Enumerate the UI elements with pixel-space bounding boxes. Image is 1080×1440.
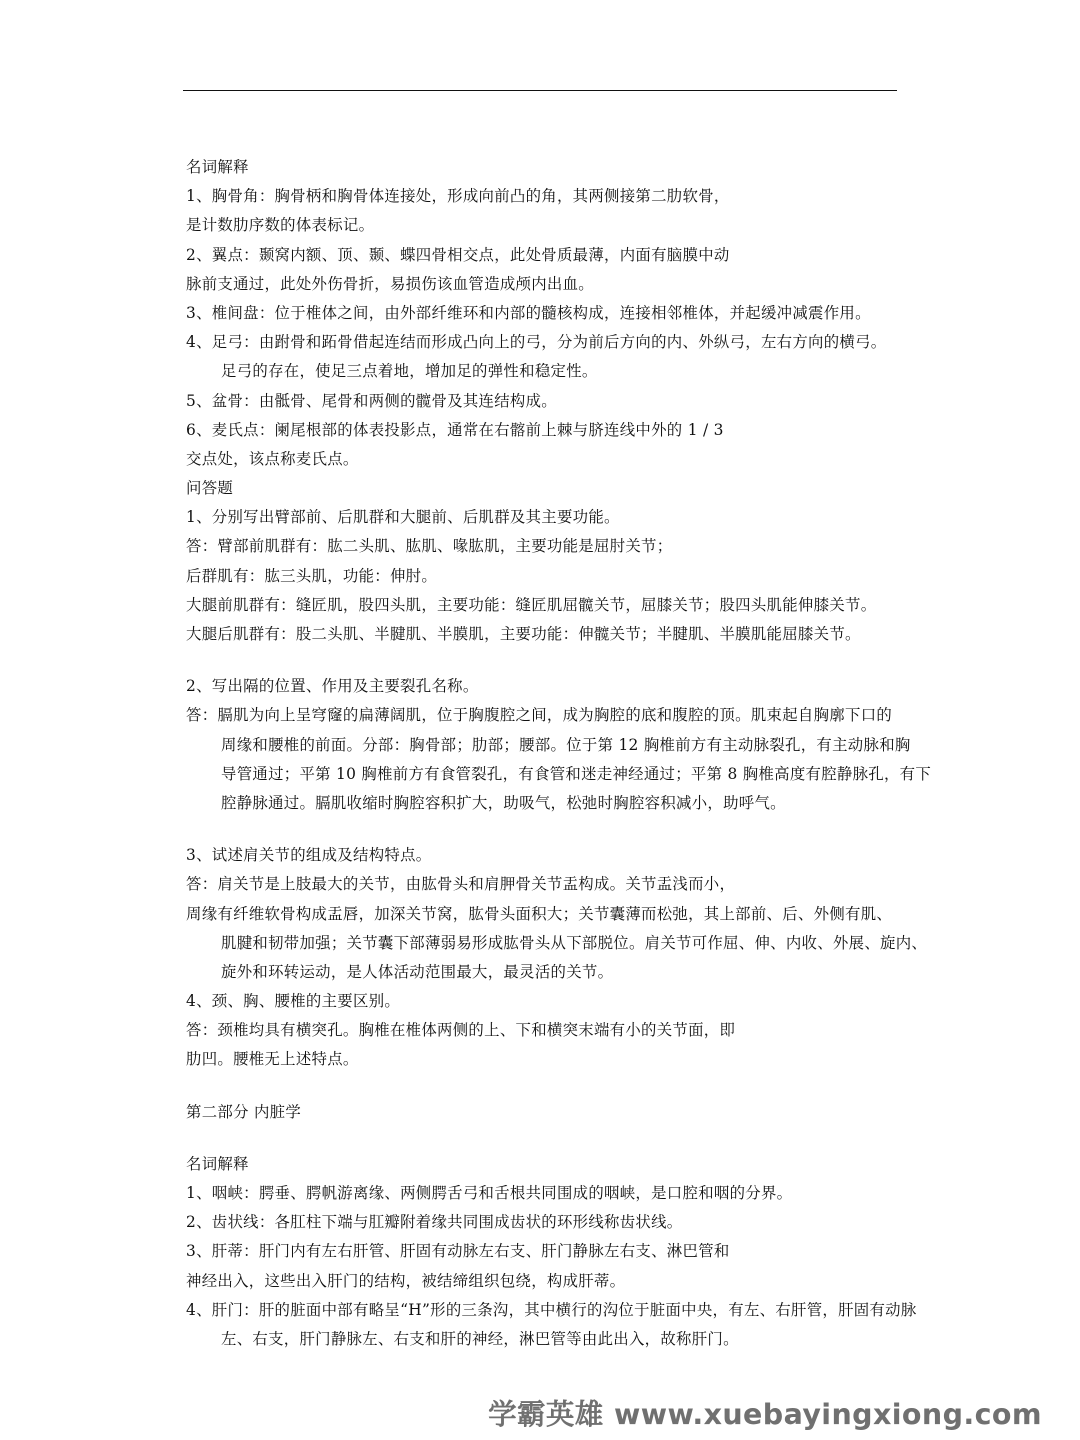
question-text: 4、颈、胸、腰椎的主要区别。 [186,992,401,1011]
part-title: 第二部分 内脏学 [186,1102,302,1121]
definition-line: 1、胸骨角：胸骨柄和胸骨体连接处，形成向前凸的角，其两侧接第二肋软骨， [186,187,730,206]
document-body [186,153,1046,1354]
definition-line: 是计数肋序数的体表标记。 [186,216,375,235]
question-text: 2、写出隔的位置、作用及主要裂孔名称。 [186,677,479,696]
definition-line: 5、盆骨：由骶骨、尾骨和两侧的髋骨及其连结构成。 [186,391,557,410]
definition-line: 4、足弓：由跗骨和跖骨借起连结而形成凸向上的弓，分为前后方向的内、外纵弓，左右方向的横弓。 [186,333,887,352]
answer-line: 答：膈肌为向上呈穹窿的扁薄阔肌，位于胸腹腔之间，成为胸腔的底和腹腔的顶。肌束起自胸廓下口的 [186,706,893,725]
spacer [186,1127,1046,1150]
site-watermark: 学霸英雄 www.xuebayingxiong.com [488,1398,1042,1431]
definition-line: 足弓的存在，使足三点着地，增加足的弹性和稳定性。 [221,362,598,381]
section-title: 名词解释 [186,158,249,176]
answer-line: 大腿后肌群有：股二头肌、半腱肌、半膜肌，主要功能：伸髋关节；半腱肌、半膜肌能屈膝关节。 [186,625,861,643]
spacer [186,649,1046,672]
definition-line: 4、肝门：肝的脏面中部有略呈“H”形的三条沟，其中横行的沟位于脏面中央，有左、右肝管，肝固有动脉 [186,1300,917,1319]
question-text: 3、试述肩关节的组成及结构特点。 [186,846,432,865]
definition-line: 3、椎间盘：位于椎体之间，由外部纤维环和内部的髓核构成，连接相邻椎体，并起缓冲减震作用。 [186,303,871,322]
answer-line: 周缘和腰椎的前面。分部：胸骨部；肋部；腰部。位于第 12 胸椎前方有主动脉裂孔，有主动脉和胸 [221,735,911,754]
definition-line: 左、右支，肝门静脉左、右支和肝的神经，淋巴管等由此出入，故称肝门。 [221,1329,739,1348]
definition-line: 1、咽峡：腭垂、腭帆游离缘、两侧腭舌弓和舌根共同围成的咽峡，是口腔和咽的分界。 [186,1184,793,1202]
answer-line: 后群肌有：肱三头肌，功能：伸肘。 [186,566,438,585]
answer-line: 答：臂部前肌群有：肱二头肌、肱肌、喙肱肌，主要功能是屈肘关节； [186,537,673,556]
answer-line: 答：颈椎均具有横突孔。胸椎在椎体两侧的上、下和横突末端有小的关节面，即 [186,1021,736,1040]
answer-line: 肋凹。腰椎无上述特点。 [186,1050,359,1069]
answer-line: 大腿前肌群有：缝匠肌，股四头肌，主要功能：缝匠肌屈髋关节，屈膝关节；股四头肌能伸膝关节。 [186,595,877,614]
definition-line: 脉前支通过，此处外伤骨折，易损伤该血管造成颅内出血。 [186,274,594,293]
answer-line: 答：肩关节是上肢最大的关节，由肱骨头和肩胛骨关节盂构成。关节盂浅而小， [186,875,736,894]
definition-line: 神经出入，这些出入肝门的结构，被结缔组织包绕，构成肝蒂。 [186,1271,626,1290]
answer-line: 旋外和环转运动，是人体活动范围最大，最灵活的关节。 [221,962,614,981]
answer-line: 肌腱和韧带加强；关节囊下部薄弱易形成肱骨头从下部脱位。肩关节可作屈、伸、内收、外展、旋内、 [221,933,928,952]
answer-line: 腔静脉通过。膈肌收缩时胸腔容积扩大，助吸气，松弛时胸腔容积减小，助呼气。 [221,793,786,812]
definition-line: 交点处，该点称麦氏点。 [186,449,359,468]
answer-line: 周缘有纤维软骨构成盂唇，加深关节窝，肱骨头面积大；关节囊薄而松弛，其上部前、后、外侧有肌、 [186,904,893,923]
definition-line: 3、肝蒂：肝门内有左右肝管、肝固有动脉左右支、肝门静脉左右支、淋巴管和 [186,1242,730,1261]
definition-line: 2、翼点：颞窝内额、顶、颞、蝶四骨相交点，此处骨质最薄，内面有脑膜中动 [186,245,730,264]
spacer [186,1075,1046,1098]
section-title: 名词解释 [186,1154,249,1173]
answer-line: 导管通过；平第 10 胸椎前方有食管裂孔，有食管和迷走神经通过；平第 8 胸椎高度有腔静脉孔，有下 [221,764,932,783]
definition-line: 2、齿状线：各肛柱下端与肛瓣附着缘共同围成齿状的环形线称齿状线。 [186,1213,683,1232]
header-rule [183,90,897,91]
definition-line: 6、麦氏点：阑尾根部的体表投影点，通常在右髂前上棘与脐连线中外的 1 / 3 [186,420,724,439]
spacer [186,818,1046,841]
question-text: 1、分别写出臂部前、后肌群和大腿前、后肌群及其主要功能。 [186,508,620,527]
section-title: 问答题 [186,479,234,498]
